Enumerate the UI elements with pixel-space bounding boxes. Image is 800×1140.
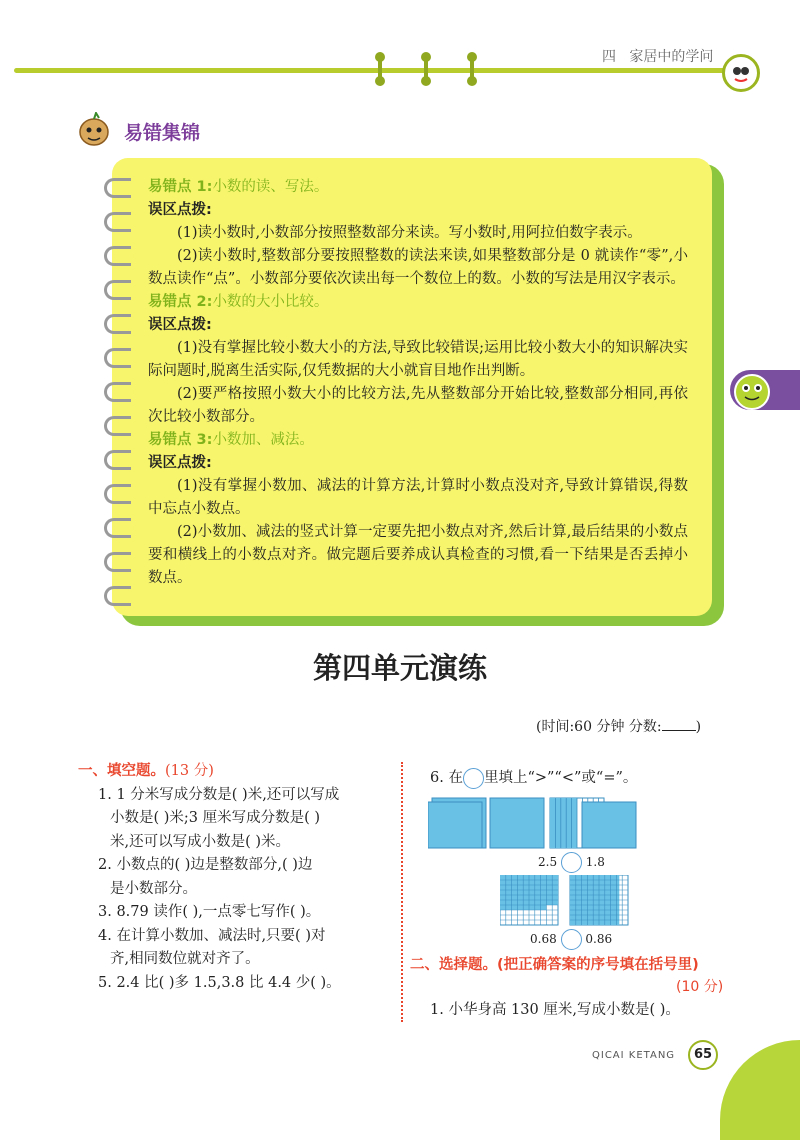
mascot-icon xyxy=(722,54,760,92)
tip-paragraph: (2)小数加、减法的竖式计算一定要先把小数点对齐,然后计算,最后结果的小数点要和横线上的小数点对齐。做完题后要养成认真检查的习惯,看一下结果是否丢掉小数点。 xyxy=(148,524,688,586)
tenths-fill xyxy=(550,798,577,848)
section-title: 易错集锦 xyxy=(124,122,201,144)
tip-heading: 易错点 1:小数的读、写法。 xyxy=(148,179,329,195)
question-1: 1. 1 分米写成分数是( )米,还可以写成 小数是( )米;3 厘米写成分数是( ) 米,还可以写成小数是( )米。 xyxy=(98,786,340,850)
notebook-text xyxy=(148,176,688,590)
full-square xyxy=(582,802,636,848)
part2-question-1: 1. 小华身高 130 厘米,写成小数是( )。 xyxy=(430,1002,680,1018)
part2-points: (10 分) xyxy=(676,979,724,995)
frog-icon xyxy=(734,374,770,410)
full-square xyxy=(490,798,544,848)
spiral-ring xyxy=(104,348,131,368)
tip-paragraph: (2)读小数时,整数部分要按照整数的读法来读,如果整数部分是 0 就读作“零”,小数点读作“点”。小数部分要依次读出每一个数位上的数。小数的写法是用汉字表示。 xyxy=(148,248,688,287)
footer-text: QICAI KETANG xyxy=(592,1050,676,1061)
spiral-ring xyxy=(104,450,131,470)
tip-paragraph: (1)没有掌握小数加、减法的计算方法,计算时小数点没对齐,导致计算错误,得数中忘点小数点。 xyxy=(148,478,688,517)
decimal-squares-2.5-1.8 xyxy=(428,796,668,852)
answer-circle[interactable] xyxy=(561,929,582,950)
question-5: 5. 2.4 比( )多 1.5,3.8 比 4.4 少( )。 xyxy=(98,974,341,991)
binder-peg xyxy=(424,54,428,84)
answer-circle[interactable] xyxy=(463,768,484,789)
question-4: 4. 在计算小数加、减法时,只要( )对 齐,相同数位就对齐了。 xyxy=(98,927,326,967)
answer-circle[interactable] xyxy=(561,852,582,873)
spiral-ring xyxy=(104,246,131,266)
potato-mascot-icon xyxy=(74,112,114,148)
spiral-ring xyxy=(104,484,131,504)
comparison-1: 2.5 1.8 xyxy=(538,852,605,873)
score-blank[interactable] xyxy=(662,716,696,731)
tip-paragraph: (2)要严格按照小数大小的比较方法,先从整数部分开始比较,整数部分相同,再依次比较小数部分。 xyxy=(148,386,688,425)
column-divider xyxy=(401,762,403,1022)
tip-subheading: 误区点拨: xyxy=(148,455,212,471)
spiral-ring xyxy=(104,518,131,538)
part1-heading: 一、填空题。(13 分) xyxy=(78,763,214,779)
time-score: (时间:60 分钟 分数: ) xyxy=(536,716,701,736)
corner-decoration xyxy=(720,1040,800,1140)
spiral-ring xyxy=(104,416,131,436)
tip-paragraph: (1)没有掌握比较小数大小的方法,导致比较错误;运用比较小数大小的知识解决实际问题时,脱离生活实际,仅凭数据的大小就盲目地作出判断。 xyxy=(148,340,688,379)
question-2: 2. 小数点的( )边是整数部分,( )边 是小数部分。 xyxy=(98,857,313,897)
spiral-ring xyxy=(104,314,131,334)
chapter-title: 四 家居中的学问 xyxy=(602,49,714,65)
decimal-grids-0.68-0.86 xyxy=(500,875,630,927)
spiral-ring xyxy=(104,552,131,572)
spiral-ring xyxy=(104,280,131,300)
page-number: 65 xyxy=(688,1040,718,1070)
tip-subheading: 误区点拨: xyxy=(148,317,212,333)
full-square xyxy=(428,802,482,848)
part1-questions xyxy=(78,760,398,995)
spiral-ring xyxy=(104,382,131,402)
question-3: 3. 8.79 读作( ),一点零七写作( )。 xyxy=(98,904,321,920)
spiral-ring xyxy=(104,212,131,232)
tip-heading: 易错点 2:小数的大小比较。 xyxy=(148,294,329,310)
comparison-2: 0.68 0.86 xyxy=(530,929,612,950)
tip-paragraph: (1)读小数时,小数部分按照整数部分来读。写小数时,用阿拉伯数字表示。 xyxy=(177,225,642,241)
spiral-ring xyxy=(104,178,131,198)
binder-peg xyxy=(378,54,382,84)
tip-heading: 易错点 3:小数加、减法。 xyxy=(148,432,314,448)
tip-subheading: 误区点拨: xyxy=(148,202,212,218)
binder-peg xyxy=(470,54,474,84)
unit-title: 第四单元演练 xyxy=(312,651,487,685)
spiral-ring xyxy=(104,586,131,606)
question-6: 6. 在 里填上“>”“<”或“=”。 xyxy=(430,766,637,789)
part2-heading: 二、选择题。(把正确答案的序号填在括号里) xyxy=(410,957,699,973)
